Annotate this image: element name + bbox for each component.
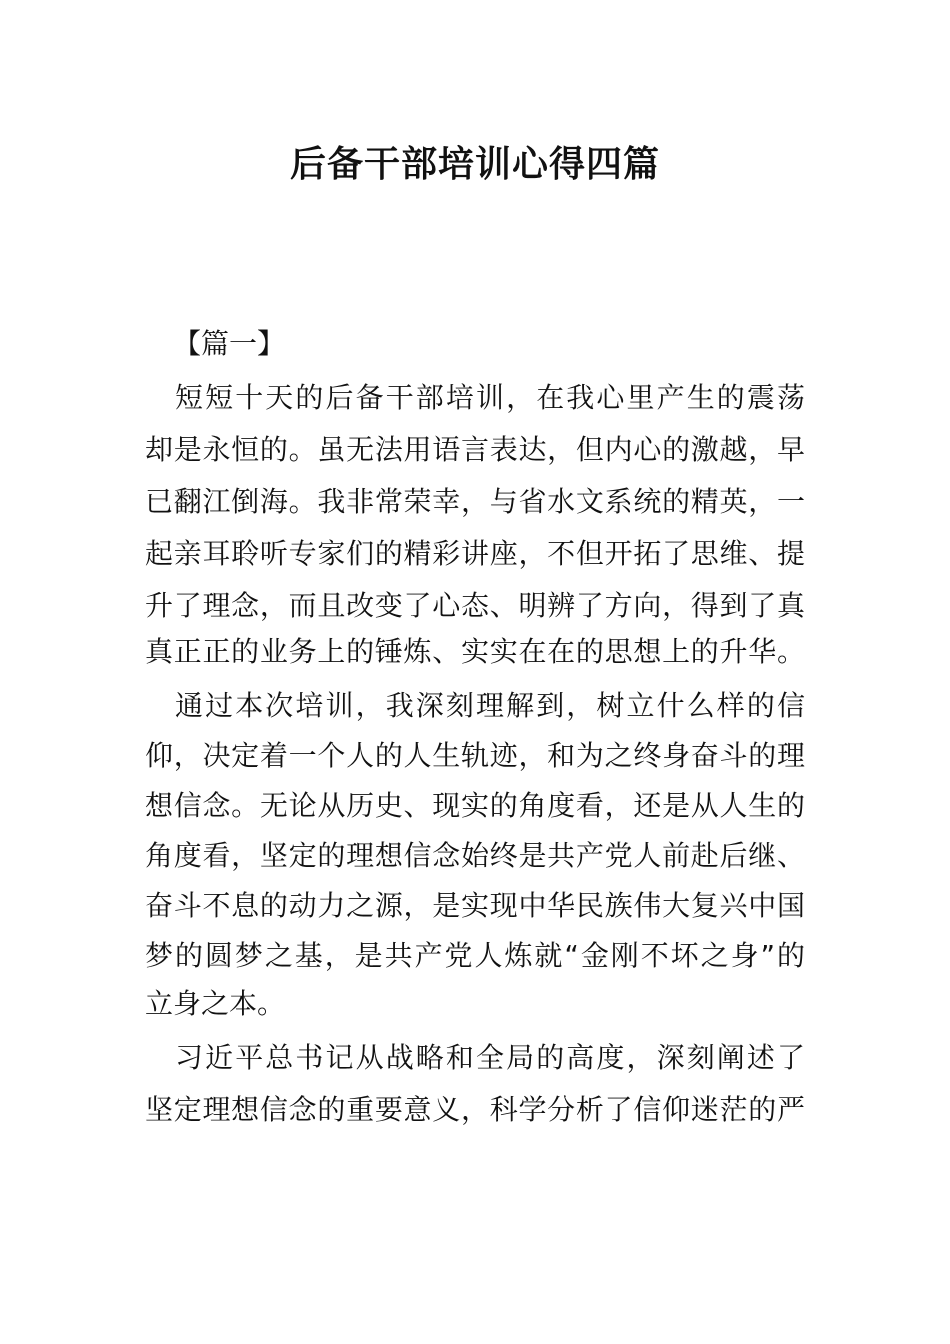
paragraph-1-line-1: 短短十天的后备干部培训，在我心里产生的震荡 — [175, 381, 805, 414]
paragraph-2-line-5: 奋斗不息的动力之源，是实现中华民族伟大复兴中国 — [145, 889, 805, 922]
paragraph-3-line-2: 坚定理想信念的重要意义，科学分析了信仰迷茫的严 — [145, 1093, 805, 1126]
paragraph-2-line-3: 想信念。无论从历史、现实的角度看，还是从人生的 — [145, 789, 805, 822]
paragraph-1-line-2: 却是永恒的。虽无法用语言表达，但内心的激越，早 — [145, 433, 805, 466]
paragraph-2-line-6: 梦的圆梦之基，是共产党人炼就“金刚不坏之身”的 — [145, 939, 805, 972]
paragraph-2-line-2: 仰，决定着一个人的人生轨迹，和为之终身奋斗的理 — [145, 739, 805, 772]
section-heading: 【篇一】 — [173, 327, 286, 360]
paragraph-2-line-1: 通过本次培训，我深刻理解到，树立什么样的信 — [175, 689, 805, 722]
paragraph-1-line-3: 已翻江倒海。我非常荣幸，与省水文系统的精英，一 — [145, 485, 805, 518]
paragraph-1-line-6: 真正正的业务上的锤炼、实实在在的思想上的升华。 — [145, 635, 805, 668]
paragraph-2-line-7: 立身之本。 — [145, 987, 286, 1020]
paragraph-3-line-1: 习近平总书记从战略和全局的高度，深刻阐述了 — [175, 1041, 805, 1074]
paragraph-1-line-5: 升了理念，而且改变了心态、明辨了方向，得到了真 — [145, 589, 805, 622]
paragraph-2-line-4: 角度看，坚定的理想信念始终是共产党人前赴后继、 — [145, 839, 805, 872]
document-title: 后备干部培训心得四篇 — [289, 144, 660, 185]
paragraph-1-line-4: 起亲耳聆听专家们的精彩讲座，不但开拓了思维、提 — [145, 537, 805, 570]
